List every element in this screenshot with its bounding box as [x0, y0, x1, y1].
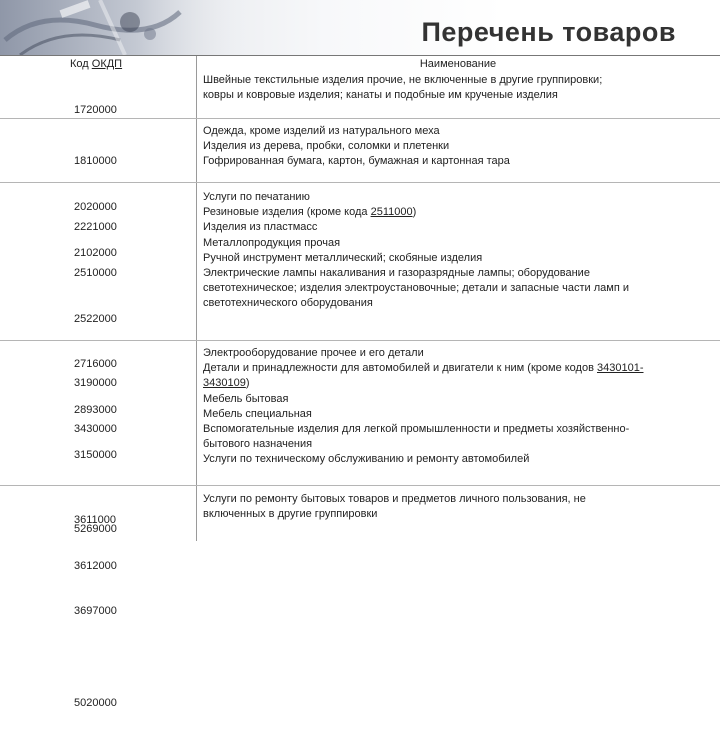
- name-line: светотехнического оборудования: [203, 297, 373, 310]
- name-line: Электрические лампы накаливания и газоразрядные лампы; оборудование: [203, 267, 590, 280]
- row-separator: [0, 340, 720, 341]
- name-line: Вспомогательные изделия для легкой промышленности и предметы хозяйственно-: [203, 423, 630, 436]
- code: 3430000: [74, 423, 117, 436]
- row-separator: [0, 182, 720, 183]
- row-separator: [0, 118, 720, 119]
- code: 1720000: [74, 104, 117, 117]
- name-line: Ручной инструмент металлический; скобяные изделия: [203, 251, 483, 264]
- code: 2102000: [74, 246, 117, 259]
- name-line: Изделия из пластмасс: [203, 221, 318, 234]
- name-group-5: [203, 492, 713, 522]
- name-line: Одежда, кроме изделий из натурального меха: [203, 125, 440, 137]
- code: 2221000: [74, 221, 117, 234]
- code: 2716000: [74, 358, 117, 371]
- name-line: Услуги по печатанию: [203, 191, 310, 203]
- name-line: Швейные текстильные изделия прочие, не включенные в другие группировки;: [203, 74, 603, 86]
- page-title: Перечень товаров: [421, 17, 676, 47]
- code-group-5: [74, 492, 117, 568]
- code: [74, 468, 117, 483]
- name-line: светотехническое; изделия электроустановочные; детали и запасные части ламп и: [203, 282, 629, 295]
- code-link-3430101[interactable]: 3430101-: [597, 362, 644, 375]
- okdp-link[interactable]: ОКДП: [91, 58, 123, 70]
- code: 2522000: [74, 312, 117, 325]
- code: 3697000: [74, 605, 117, 618]
- name-line: бытового назначения: [203, 438, 313, 451]
- name-line: Резиновые изделия (кроме кода 2511000): [203, 206, 417, 219]
- name-line: Электрооборудование прочее и его детали: [203, 347, 424, 359]
- name-group-3: [203, 190, 713, 312]
- column-divider: [196, 56, 197, 541]
- code: 5020000: [74, 696, 117, 709]
- name-line: Металлопродукция прочая: [203, 236, 341, 249]
- decorative-photo: [0, 0, 250, 55]
- name-group-2: [203, 124, 713, 170]
- code: 3150000: [74, 449, 117, 462]
- code: 1810000: [74, 155, 117, 168]
- name-line: Услуги по техническому обслуживанию и ремонту автомобилей: [203, 453, 530, 466]
- code: 2893000: [74, 403, 117, 416]
- name-line: Детали и принадлежности для автомобилей и двигатели к ним (кроме кодов 3430101-: [203, 362, 644, 375]
- row-separator: [0, 485, 720, 486]
- code: 3190000: [74, 377, 117, 390]
- name-line: 3430109): [203, 377, 250, 390]
- code-link-3430109[interactable]: 3430109: [203, 377, 246, 390]
- name-line: Мебель бытовая: [203, 392, 289, 405]
- name-group-4: [203, 346, 713, 468]
- header-banner: [0, 0, 720, 55]
- name-line: Гофрированная бумага, картон, бумажная и картонная тара: [203, 155, 510, 168]
- name-line: включенных в другие группировки: [203, 508, 378, 521]
- code: 5269000: [74, 523, 117, 536]
- name-line: Услуги по ремонту бытовых товаров и предметов личного пользования, не: [203, 493, 586, 505]
- code: 2510000: [74, 267, 117, 280]
- product-table: [0, 55, 720, 709]
- code-column-header: Код ОКДП: [70, 58, 123, 70]
- name-line: Изделия из дерева, пробки, соломки и плетенки: [203, 140, 450, 153]
- name-group-1: [203, 73, 713, 103]
- code: 3611000: [74, 514, 117, 527]
- code: 2020000: [74, 201, 117, 214]
- name-line: ковры и ковровые изделия; канаты и подобные им крученые изделия: [203, 89, 558, 102]
- name-line: Мебель специальная: [203, 407, 312, 420]
- code-link-2511000[interactable]: 2511000: [370, 206, 413, 219]
- name-column-header: Наименование: [419, 58, 497, 70]
- code-spacer: [74, 650, 117, 665]
- code: 3612000: [74, 559, 117, 572]
